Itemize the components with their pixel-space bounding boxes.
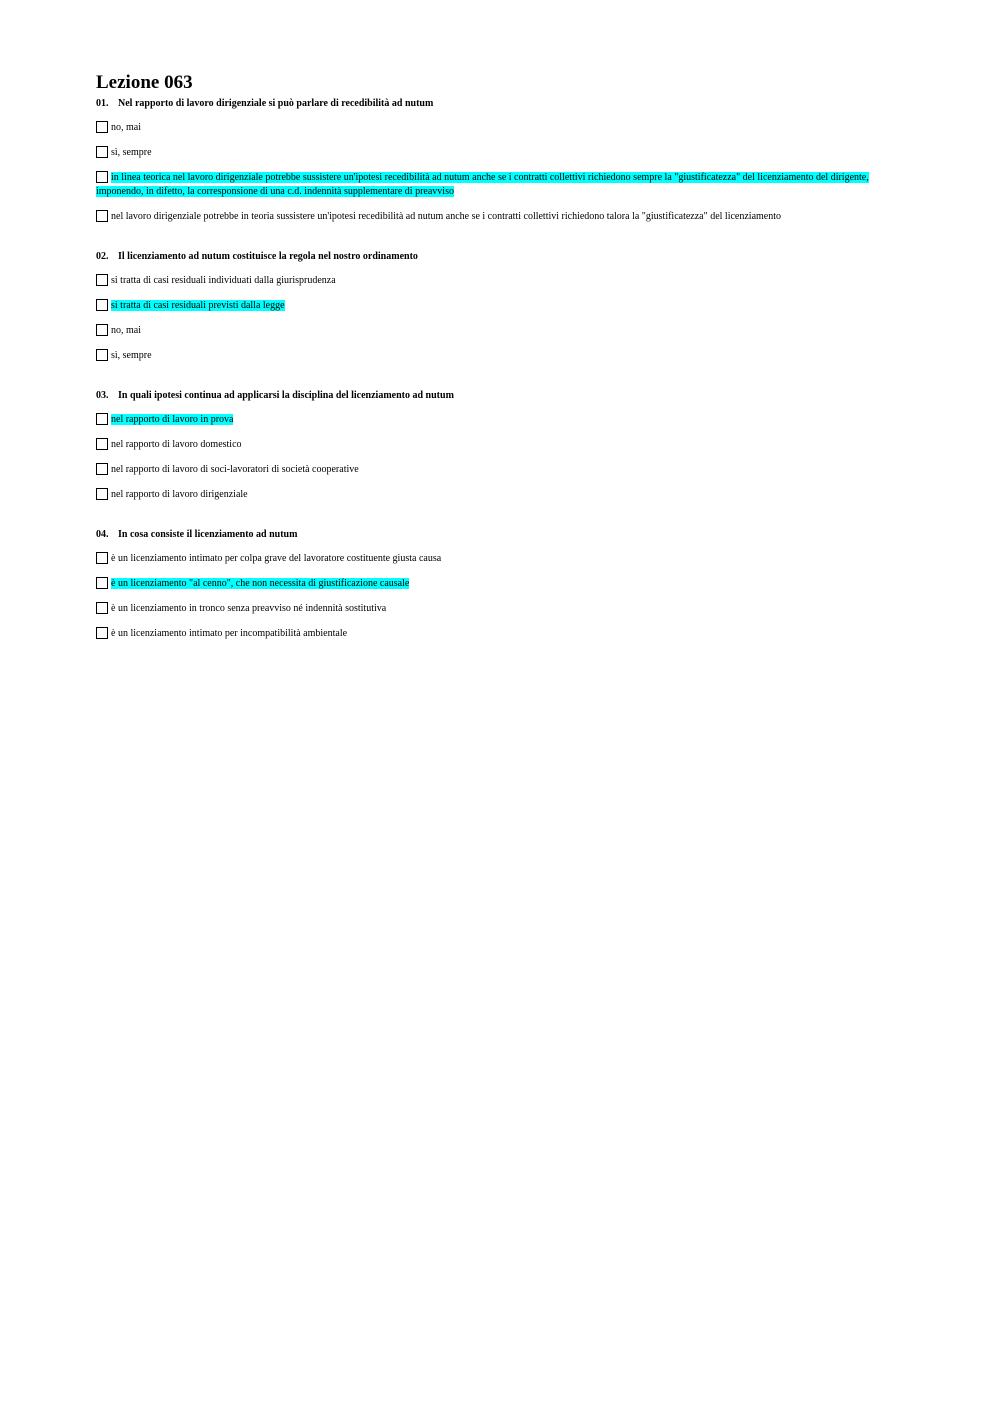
answer-checkbox[interactable] xyxy=(96,171,108,183)
answer-option-highlighted xyxy=(96,299,876,313)
answer-option xyxy=(96,324,876,338)
page-title: Lezione 063 xyxy=(96,72,193,93)
document-page xyxy=(96,70,876,666)
answer-checkbox[interactable] xyxy=(96,413,108,425)
answer-option xyxy=(96,552,876,566)
answer-text: è un licenziamento in tronco senza preavviso né indennità sostitutiva xyxy=(111,603,387,614)
question-4 xyxy=(96,528,876,666)
answer-checkbox[interactable] xyxy=(96,210,108,222)
answer-option xyxy=(96,602,876,616)
question-text: Il licenziamento ad nutum costituisce la regola nel nostro ordinamento xyxy=(118,251,418,262)
question-2 xyxy=(96,250,876,388)
answer-text: in linea teorica nel lavoro dirigenziale potrebbe sussistere un'ipotesi recedibilità ad nutum anche se i contratti collettivi richiedono sempre la "giustificatezza" del licenziamento del dirigente, imponendo, in difetto, la corresponsione di una c.d. indennità supplementare di preavviso xyxy=(96,172,869,197)
answer-option xyxy=(96,146,876,160)
answer-checkbox[interactable] xyxy=(96,438,108,450)
answer-checkbox[interactable] xyxy=(96,121,108,133)
question-number: 04. xyxy=(96,529,109,540)
answer-option xyxy=(96,349,876,363)
question-3 xyxy=(96,389,876,527)
answer-text: nel rapporto di lavoro in prova xyxy=(111,414,234,425)
answer-text: sì, sempre xyxy=(111,350,152,361)
answer-checkbox[interactable] xyxy=(96,488,108,500)
answer-option xyxy=(96,121,876,135)
answer-text: è un licenziamento "al cenno", che non necessita di giustificazione causale xyxy=(111,578,410,589)
answer-option-highlighted xyxy=(96,413,876,427)
question-heading xyxy=(96,97,876,111)
question-number: 02. xyxy=(96,251,109,262)
answer-checkbox[interactable] xyxy=(96,602,108,614)
answer-text: è un licenziamento intimato per colpa grave del lavoratore costituente giusta causa xyxy=(111,553,442,564)
question-heading xyxy=(96,528,876,542)
answer-checkbox[interactable] xyxy=(96,627,108,639)
answer-text: nel lavoro dirigenziale potrebbe in teoria sussistere un'ipotesi recedibilità ad nutum anche se i contratti collettivi richiedono talora la "giustificatezza" del licenziamento xyxy=(111,211,781,222)
answer-checkbox[interactable] xyxy=(96,299,108,311)
answer-option xyxy=(96,210,876,224)
question-list xyxy=(96,97,876,666)
answer-text: si tratta di casi residuali individuati dalla giurisprudenza xyxy=(111,275,336,286)
answer-option xyxy=(96,438,876,452)
answer-checkbox[interactable] xyxy=(96,577,108,589)
question-1 xyxy=(96,97,876,249)
answer-text: nel rapporto di lavoro dirigenziale xyxy=(111,489,248,500)
answer-text: nel rapporto di lavoro di soci-lavoratori di società cooperative xyxy=(111,464,359,475)
answer-checkbox[interactable] xyxy=(96,274,108,286)
answer-checkbox[interactable] xyxy=(96,552,108,564)
question-text: In quali ipotesi continua ad applicarsi la disciplina del licenziamento ad nutum xyxy=(118,390,454,401)
answer-text: è un licenziamento intimato per incompatibilità ambientale xyxy=(111,628,348,639)
answer-text: si tratta di casi residuali previsti dalla legge xyxy=(111,300,285,311)
answer-text: no, mai xyxy=(111,325,141,336)
answer-option xyxy=(96,274,876,288)
question-number: 03. xyxy=(96,390,109,401)
question-text: In cosa consiste il licenziamento ad nutum xyxy=(118,529,298,540)
question-heading xyxy=(96,250,876,264)
answer-option xyxy=(96,488,876,502)
question-heading xyxy=(96,389,876,403)
answer-option xyxy=(96,627,876,641)
answer-checkbox[interactable] xyxy=(96,463,108,475)
answer-checkbox[interactable] xyxy=(96,324,108,336)
answer-text: sì, sempre xyxy=(111,147,152,158)
answer-text: no, mai xyxy=(111,122,141,133)
answer-checkbox[interactable] xyxy=(96,146,108,158)
answer-checkbox[interactable] xyxy=(96,349,108,361)
answer-option xyxy=(96,463,876,477)
question-text: Nel rapporto di lavoro dirigenziale si può parlare di recedibilità ad nutum xyxy=(118,98,434,109)
answer-option-highlighted xyxy=(96,171,876,199)
question-number: 01. xyxy=(96,98,109,109)
answer-option-highlighted xyxy=(96,577,876,591)
answer-text: nel rapporto di lavoro domestico xyxy=(111,439,242,450)
